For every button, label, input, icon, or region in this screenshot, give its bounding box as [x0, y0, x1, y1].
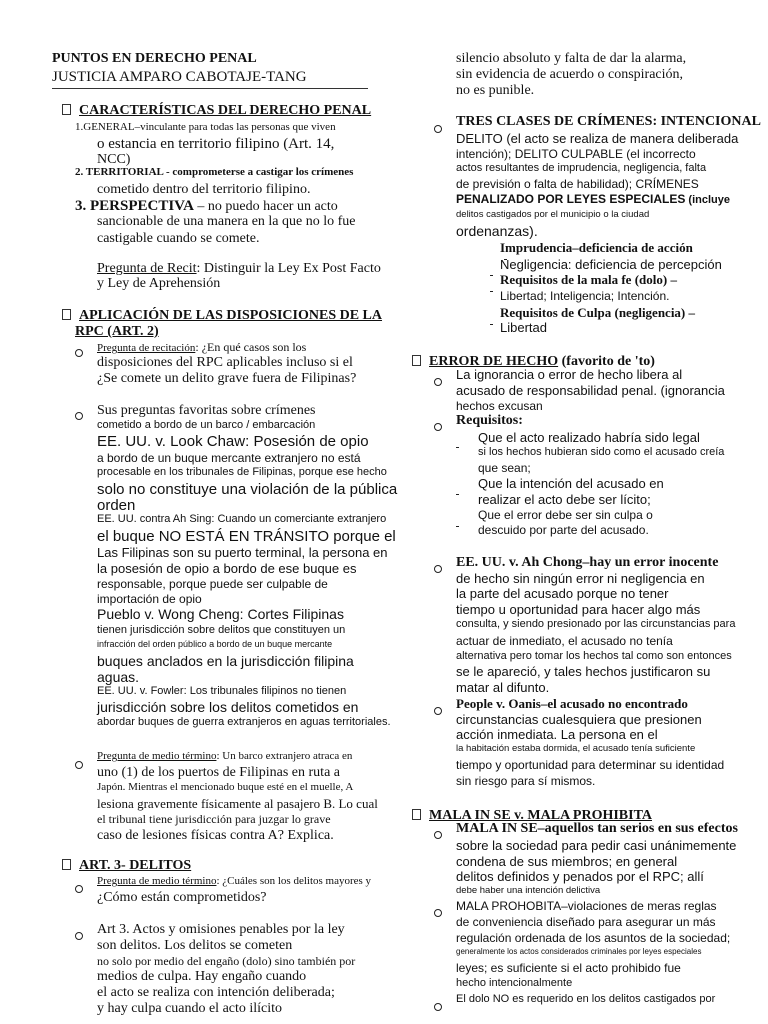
text-line: Imprudencia–deficiencia de acción — [500, 240, 693, 255]
text-line: la habitación estaba dormida, el acusado tenía suficiente — [456, 743, 696, 754]
dash-icon — [456, 436, 459, 453]
text-line: Libertad — [500, 320, 547, 335]
text-line: EE. UU. v. Fowler: Los tribunales filipinos no tienen — [97, 685, 347, 697]
text-line: Japón. Mientras el mencionado buque esté en el muelle, A — [97, 781, 354, 793]
text-line: hechos excusan — [456, 399, 543, 413]
text-line: uno (1) de los puertos de Filipinas en ruta a — [97, 765, 341, 780]
text-line: Pregunta de Recit: Distinguir la Ley Ex Post Facto — [97, 261, 381, 276]
text-line: de previsión o falta de habilidad); CRÍMENES — [456, 177, 699, 191]
bullet-icon — [434, 121, 442, 138]
text-line: EE. UU. v. Look Chaw: Posesión de opio — [97, 433, 369, 450]
section-aplicacion-heading: APLICACIÓN DE LAS DISPOSICIONES DE LA — [62, 309, 382, 324]
text-line: leyes; es suficiente si el acto prohibido fue — [456, 961, 681, 975]
text-line: 1.GENERAL–vinculante para todas las personas que viven — [75, 121, 336, 133]
text-line: la parte del acusado porque no tener — [456, 586, 669, 601]
text-line: cometido dentro del territorio filipino. — [97, 182, 311, 197]
text-line: Pregunta de recitación: ¿En qué casos son los — [97, 340, 307, 354]
text-line: se le apareció, y tales hechos justificaron su — [456, 664, 711, 679]
text-line: sobre la sociedad para pedir casi unánimemente — [456, 838, 737, 853]
text-line: orden — [97, 497, 136, 514]
text-line: Las Filipinas son su puerto terminal, la persona en — [97, 545, 388, 560]
checkbox-icon — [62, 104, 71, 115]
text-line: y Ley de Aprehensión — [97, 276, 221, 291]
text-line: el buque NO ESTÁ EN TRÁNSITO porque el — [97, 528, 396, 545]
text-line: 3. PERSPECTIVA – no puedo hacer un acto — [75, 198, 338, 214]
text-line: intención); DELITO CULPABLE (el incorrecto — [456, 147, 696, 161]
text-line: MALA PROHOBITA–violaciones de meras reglas — [456, 899, 717, 913]
text-line: buques anclados en la jurisdicción filipina — [97, 653, 354, 669]
text-line: si los hechos hubieran sido como el acusado creía — [478, 446, 725, 458]
text-line: La ignorancia o error de hecho libera al — [456, 367, 683, 382]
checkbox-icon — [62, 859, 71, 870]
text-line: generalmente los actos considerados criminales por leyes especiales — [456, 947, 702, 956]
mala-in-se-heading: MALA IN SE v. MALA PROHIBITA — [412, 807, 652, 824]
text-line: EE. UU. contra Ah Sing: Cuando un comerciante extranjero — [97, 513, 387, 525]
text-line: tiempo y oportunidad para determinar su identidad — [456, 758, 725, 772]
text-line: El dolo NO es requerido en los delitos castigados por — [456, 993, 716, 1005]
text-line: Pregunta de medio término: Un barco extranjero atraca en — [97, 750, 353, 762]
text-line: de conveniencia diseñado para asegurar un más — [456, 915, 716, 929]
bullet-icon — [75, 928, 83, 945]
text-line: jurisdicción sobre los delitos cometidos en — [97, 699, 359, 715]
section-delitos-heading: ART. 3- DELITOS — [62, 859, 191, 874]
bullet-icon — [75, 757, 83, 774]
checkbox-icon — [62, 309, 71, 320]
header-divider — [52, 88, 368, 89]
text-line: no solo por medio del engaño (dolo) sino también por — [97, 954, 356, 968]
text-line: castigable cuando se comete. — [97, 231, 260, 246]
text-line: MALA IN SE–aquellos tan serios en sus efectos — [456, 821, 738, 836]
dash-icon — [456, 483, 459, 500]
text-line: regulación ordenada de los asuntos de la sociedad; — [456, 931, 731, 945]
text-line: caso de lesiones físicas contra A? Explica. — [97, 828, 334, 843]
checkbox-icon — [412, 809, 421, 820]
text-line: descuido por parte del acusado. — [478, 523, 649, 537]
text-line: sin evidencia de acuerdo o conspiración, — [456, 67, 684, 82]
text-line: alternativa pero tomar los hechos tal como son entonces — [456, 650, 732, 662]
error-de-hecho-heading: ERROR DE HECHO (favorito de 'to) — [412, 353, 655, 370]
text-line: o estancia en territorio filipino (Art. 14, — [97, 136, 335, 152]
dash-icon — [456, 515, 459, 532]
text-line: Que el acto realizado habría sido legal — [478, 430, 700, 445]
text-line: el acto se realiza con intención deliberada; — [97, 985, 335, 1000]
text-line: Art 3. Actos y omisiones penables por la ley — [97, 922, 345, 937]
text-line: de hecho sin ningún error ni negligencia en — [456, 571, 705, 586]
text-line: Libertad; Inteligencia; Intención. — [500, 289, 670, 303]
bullet-icon — [434, 419, 442, 436]
text-line: actuar de inmediato, el acusado no tenía — [456, 634, 673, 648]
text-line: disposiciones del RPC aplicables incluso si el — [97, 355, 353, 370]
text-line: no es punible. — [456, 83, 535, 98]
dash-icon — [490, 280, 493, 297]
text-line: que sean; — [478, 461, 531, 475]
text-line: y hay culpa cuando el acto ilícito — [97, 1001, 283, 1016]
text-line: lesiona gravemente físicamente al pasajero B. Lo cual — [97, 796, 378, 811]
text-line: cometido a bordo de un barco / embarcación — [97, 419, 316, 431]
section-aplicacion-heading-line2: RPC (ART. 2) — [75, 324, 159, 339]
text-line: delitos castigados por el municipio o la ciudad — [456, 209, 650, 220]
text-line: Requisitos: — [456, 413, 523, 428]
text-line: acción inmediata. La persona en el — [456, 727, 658, 742]
text-line: NCC) — [97, 152, 131, 167]
text-line: DELITO (el acto se realiza de manera deliberada — [456, 131, 739, 146]
text-line: procesable en los tribunales de Filipinas, porque ese hecho — [97, 466, 387, 478]
text-line: tienen jurisdicción sobre delitos que constituyen un — [97, 624, 346, 636]
text-line: medios de culpa. Hay engaño cuando — [97, 969, 307, 984]
text-line: responsable, porque puede ser culpable de — [97, 577, 328, 591]
text-line: abordar buques de guerra extranjeros en aguas territoriales. — [97, 716, 391, 728]
text-line: tiempo u oportunidad para hacer algo más — [456, 602, 701, 617]
text-line: 2. TERRITORIAL - comprometerse a castigar los crímenes — [75, 166, 354, 178]
text-line: Requisitos de la mala fe (dolo) – — [500, 272, 677, 287]
text-line: Negligencia: deficiencia de percepción — [500, 257, 722, 272]
bullet-icon — [75, 408, 83, 425]
bullet-icon — [434, 905, 442, 922]
text-line: son delitos. Los delitos se cometen — [97, 938, 293, 953]
text-line: delitos definidos y penados por el RPC; allí — [456, 869, 704, 884]
text-line: importación de opio — [97, 592, 202, 606]
text-line: la posesión de opio a bordo de ese buque es — [97, 561, 357, 576]
text-line: ¿Se comete un delito grave fuera de Filipinas? — [97, 371, 357, 386]
text-line: Que el error debe ser sin culpa o — [478, 508, 653, 522]
text-line: hecho intencionalmente — [456, 977, 573, 989]
text-line: infracción del orden público a bordo de un buque mercante — [97, 639, 333, 649]
document-author: JUSTICIA AMPARO CABOTAJE-TANG — [52, 69, 307, 85]
text-line: el tribunal tiene jurisdicción para juzgar lo grave — [97, 812, 331, 826]
text-line: ordenanzas). — [456, 223, 538, 239]
bullet-icon — [434, 999, 442, 1016]
text-line: sancionable de una manera en la que no lo fue — [97, 214, 356, 229]
text-line: silencio absoluto y falta de dar la alarma, — [456, 51, 687, 66]
dash-icon — [490, 313, 493, 330]
text-line: actos resultantes de imprudencia, negligencia, falta — [456, 162, 707, 174]
bullet-icon — [434, 827, 442, 844]
text-line: a bordo de un buque mercante extranjero no está — [97, 451, 361, 465]
dash-icon — [490, 264, 493, 281]
text-line: People v. Oanis–el acusado no encontrado — [456, 696, 688, 711]
text-line: consulta, y siendo presionado por las circunstancias para — [456, 618, 736, 630]
bullet-icon — [75, 345, 83, 362]
text-line: circunstancias cualesquiera que presionen — [456, 712, 702, 727]
bullet-icon — [434, 703, 442, 720]
text-line: Que la intención del acusado en — [478, 476, 664, 491]
text-line: Pueblo v. Wong Cheng: Cortes Filipinas — [97, 606, 344, 622]
text-line: Requisitos de Culpa (negligencia) – — [500, 305, 696, 320]
document-title: PUNTOS EN DERECHO PENAL — [52, 51, 257, 66]
text-line: acusado de responsabilidad penal. (ignorancia — [456, 383, 725, 398]
text-line: solo no constituye una violación de la pública — [97, 481, 398, 498]
section-caracteristicas-heading: CARACTERÍSTICAS DEL DERECHO PENAL — [62, 104, 371, 119]
text-line: debe haber una intención delictiva — [456, 885, 601, 896]
bullet-icon — [75, 881, 83, 898]
text-line: condena de sus miembros; en general — [456, 854, 678, 869]
bullet-icon — [434, 561, 442, 578]
text-line: EE. UU. v. Ah Chong–hay un error inocente — [456, 555, 719, 570]
text-line: PENALIZADO POR LEYES ESPECIALES (incluye — [456, 192, 730, 206]
tres-clases-heading: TRES CLASES DE CRÍMENES: INTENCIONAL — [456, 114, 761, 129]
bullet-icon — [434, 374, 442, 391]
text-line: matar al difunto. — [456, 680, 550, 695]
text-line: realizar el acto debe ser lícito; — [478, 492, 651, 507]
text-line: ¿Cómo están comprometidos? — [97, 890, 267, 905]
checkbox-icon — [412, 355, 421, 366]
text-line: Sus preguntas favoritas sobre crímenes — [97, 403, 316, 418]
text-line: sin riesgo para sí mismos. — [456, 774, 596, 788]
text-line: aguas. — [97, 669, 140, 685]
text-line: Pregunta de medio término: ¿Cuáles son los delitos mayores y — [97, 875, 372, 887]
